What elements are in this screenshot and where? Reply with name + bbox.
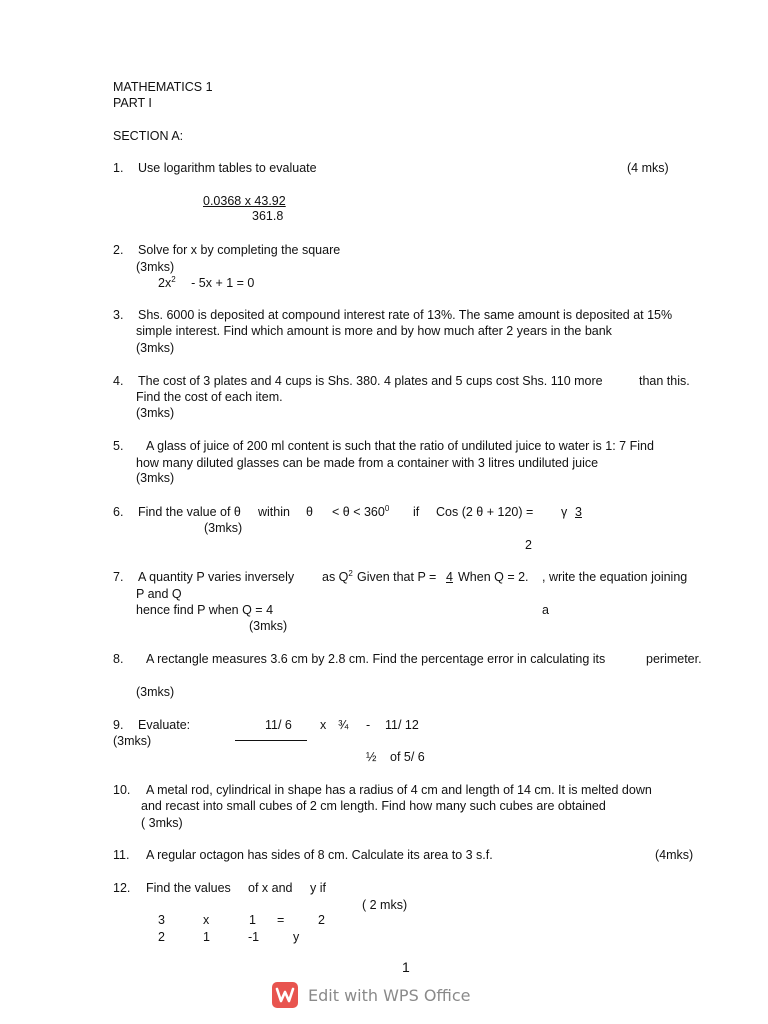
wps-edit-banner[interactable] [272,980,471,1010]
q1-text: Use logarithm tables to evaluate [138,161,317,175]
wps-edit-label: Edit with WPS Office [308,985,471,1005]
q9-marks: (3mks) [113,734,152,748]
q7-marks: (3mks) [249,619,288,633]
q9-number: 9. [113,718,124,732]
q12-marks: ( 2 mks) [362,898,408,912]
q9-term-1: 11/ 6 [265,718,292,732]
q2-marks: (3mks) [136,260,175,274]
q5-line2: how many diluted glasses can be made from a container with 3 litres undiluted juice [136,456,599,470]
q12-matrix-cell: 3 [158,913,165,927]
q1-marks: (4 mks) [627,161,669,175]
q6-text-h: 3 [575,505,582,519]
q7-text-e: When Q = 2. [458,570,529,584]
q12-matrix-cell: 2 [318,913,325,927]
q9-denominator-1: ½ [366,750,377,764]
q4-line1: The cost of 3 plates and 4 cups is Shs. 380. 4 plates and 5 cups cost Shs. 110 more [138,374,603,388]
q5-number: 5. [113,439,124,453]
q3-number: 3. [113,308,124,322]
q12-matrix-cell: 1 [203,930,210,944]
q6-degree: 0 [384,503,390,513]
q9-term-4: - [366,718,371,732]
q6-range [332,505,389,520]
q7-b: as Q [322,570,349,584]
q7-sub-a: a [542,603,549,617]
q7-exponent: 2 [348,568,353,578]
q12-text-a: Find the values [146,881,231,895]
q7-line3: hence find P when Q = 4 [136,603,274,617]
q12-matrix-cell: 1 [249,913,256,927]
q6-text-c: θ [306,505,313,519]
q12-matrix-cell: 2 [158,930,165,944]
q2-text: Solve for x by completing the square [138,243,341,257]
q11-marks: (4mks) [655,848,694,862]
subject-title: MATHEMATICS 1 [113,80,213,94]
q5-marks: (3mks) [136,471,175,485]
section-title: SECTION A: [113,129,184,143]
q10-line1: A metal rod, cylindrical in shape has a radius of 4 cm and length of 14 cm. It is melted down [146,783,652,797]
q8-marks: (3mks) [136,685,175,699]
q9-fraction-bar [235,740,307,741]
q2-eq-b: - 5x + 1 = 0 [191,276,255,290]
q6-text-e: if [413,505,420,519]
q4-line1-end: than this. [639,374,690,388]
q4-number: 4. [113,374,124,388]
q9-term-5: 11/ 12 [385,718,419,732]
q3-line1: Shs. 6000 is deposited at compound interest rate of 13%. The same amount is deposited at 15% [138,308,673,322]
q9-denominator-2: of 5/ 6 [390,750,425,764]
q11-number: 11. [113,848,130,862]
q7-line2: P and Q [136,587,182,601]
q6-number: 6. [113,505,124,519]
q2-eq-exponent: 2 [171,274,176,284]
q6-denominator: 2 [525,538,532,552]
q12-matrix-cell: y [293,930,300,944]
part-title: PART I [113,96,152,110]
q6-text-g: γ [561,505,568,519]
q10-number: 10. [113,783,131,797]
q7-text-f: , write the equation joining [542,570,688,584]
q12-matrix-cell: = [277,913,285,927]
q1-number: 1. [113,161,124,175]
q2-number: 2. [113,243,124,257]
q11-text: A regular octagon has sides of 8 cm. Calculate its area to 3 s.f. [146,848,493,862]
q9-term-3: ¾ [338,718,349,732]
q12-matrix-cell: -1 [248,930,260,944]
wps-logo-icon [272,982,298,1008]
q3-line2: simple interest. Find which amount is more and by how much after 2 years in the bank [136,324,612,338]
q8-text-end: perimeter. [646,652,702,666]
q1-numerator: 0.0368 x 43.92 [203,194,286,208]
q10-marks: ( 3mks) [141,816,183,830]
q10-line2: and recast into small cubes of 2 cm length. Find how many such cubes are obtained [141,799,606,813]
q12-number: 12. [113,881,131,895]
q8-text: A rectangle measures 3.6 cm by 2.8 cm. Find the percentage error in calculating its [146,652,606,666]
q9-label: Evaluate: [138,718,191,732]
page-number: 1 [402,959,410,975]
q3-marks: (3mks) [136,341,175,355]
q2-equation [158,276,254,291]
q12-text-b: of x and [248,881,293,895]
q7-text-b [322,570,353,585]
q7-text-a: A quantity P varies inversely [138,570,295,584]
q4-line2: Find the cost of each item. [136,390,283,404]
q7-text-d: 4 [446,570,453,584]
q2-eq-a: 2x [158,276,172,290]
q6-text-b: within [258,505,290,519]
q5-line1: A glass of juice of 200 ml content is such that the ratio of undiluted juice to water is 1: 7 Find [146,439,654,453]
q4-marks: (3mks) [136,406,175,420]
q7-text-c: Given that P = [357,570,437,584]
q1-denominator: 361.8 [252,209,284,223]
q7-number: 7. [113,570,124,584]
q8-number: 8. [113,652,124,666]
q6-text-a: Find the value of θ [138,505,241,519]
q9-term-2: x [320,718,327,732]
q6-text-d: < θ < 360 [332,505,385,519]
q12-matrix-cell: x [203,913,210,927]
q6-marks: (3mks) [204,521,243,535]
q6-text-f: Cos (2 θ + 120) = [436,505,534,519]
q12-text-c: y if [310,881,326,895]
